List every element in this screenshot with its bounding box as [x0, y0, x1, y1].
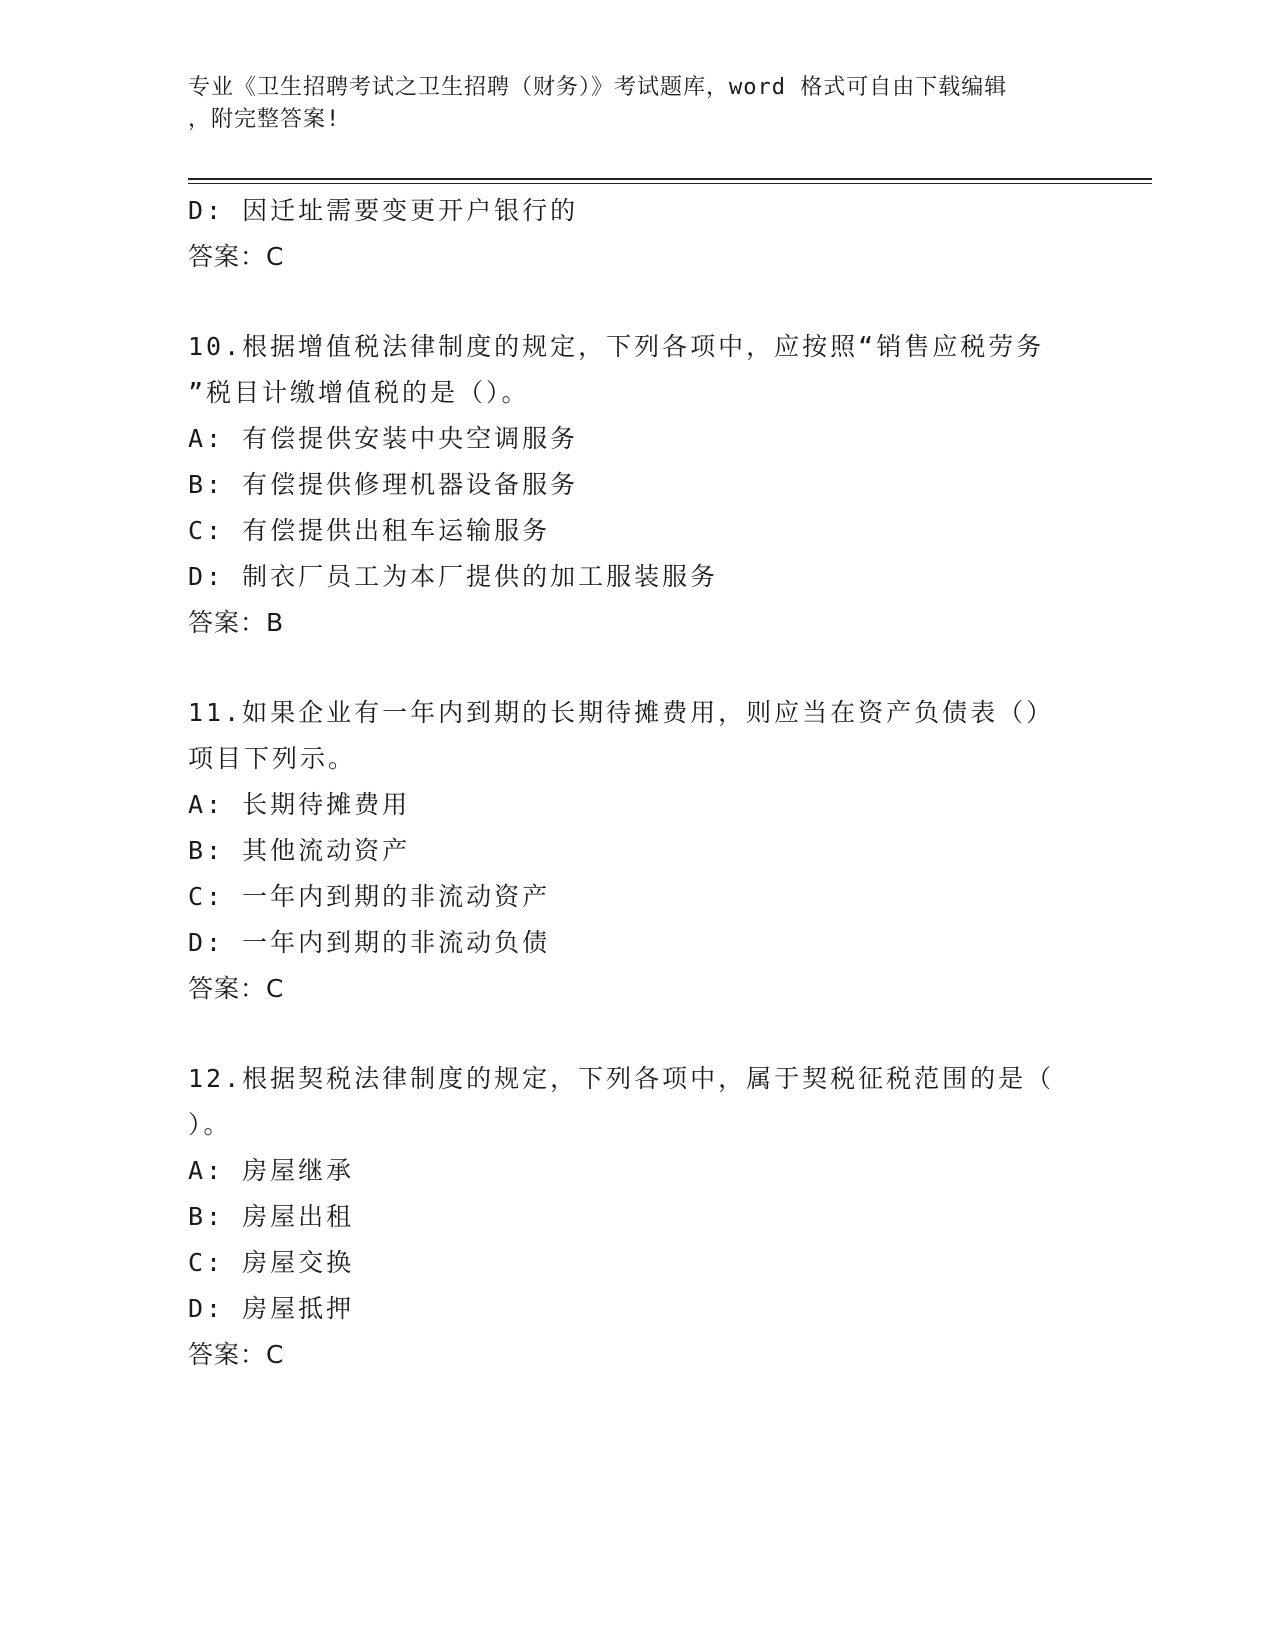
- option-c: C: 有偿提供出租车运输服务: [188, 516, 551, 545]
- option-d: D: 因迁址需要变更开户银行的: [188, 196, 579, 225]
- question-stem-line-1: 12.根据契税法律制度的规定，下列各项中，属于契税征税范围的是（: [188, 1064, 1055, 1093]
- question-stem-line-2: ”税目计缴增值税的是（）。: [188, 378, 530, 407]
- header-divider-thick: [188, 178, 1152, 180]
- option-a: A: 房屋继承: [188, 1156, 355, 1185]
- question-11: [188, 690, 1088, 1012]
- answer-line: 答案：C: [188, 1340, 285, 1369]
- option-a: A: 长期待摊费用: [188, 790, 411, 819]
- header-divider-thin: [188, 183, 1152, 184]
- option-a: A: 有偿提供安装中央空调服务: [188, 424, 579, 453]
- option-c: C: 一年内到期的非流动资产: [188, 882, 551, 911]
- answer-line: 答案：C: [188, 242, 285, 271]
- option-d: D: 房屋抵押: [188, 1294, 355, 1323]
- option-b: B: 房屋出租: [188, 1202, 355, 1231]
- option-b: B: 其他流动资产: [188, 836, 411, 865]
- answer-line: 答案：B: [188, 608, 285, 637]
- option-b: B: 有偿提供修理机器设备服务: [188, 470, 579, 499]
- option-d: D: 一年内到期的非流动负债: [188, 928, 551, 957]
- option-d: D: 制衣厂员工为本厂提供的加工服装服务: [188, 562, 719, 591]
- question-stem-line-1: 10.根据增值税法律制度的规定，下列各项中，应按照“销售应税劳务: [188, 332, 1045, 361]
- question-12: [188, 1056, 1088, 1378]
- question-10: [188, 324, 1088, 646]
- option-c: C: 房屋交换: [188, 1248, 355, 1277]
- header-line-2: ，附完整答案!: [188, 107, 341, 132]
- question-fragment: [188, 188, 1088, 280]
- question-stem-line-2: ）。: [188, 1110, 232, 1139]
- answer-line: 答案：C: [188, 974, 285, 1003]
- header-line-1: 专业《卫生招聘考试之卫生招聘（财务）》考试题库，word 格式可自由下载编辑: [188, 75, 1008, 100]
- question-list: [188, 188, 1088, 1378]
- question-stem-line-2: 项目下列示。: [188, 744, 357, 773]
- document-header: [188, 72, 1088, 136]
- question-stem-line-1: 11.如果企业有一年内到期的长期待摊费用，则应当在资产负债表（）: [188, 698, 1055, 727]
